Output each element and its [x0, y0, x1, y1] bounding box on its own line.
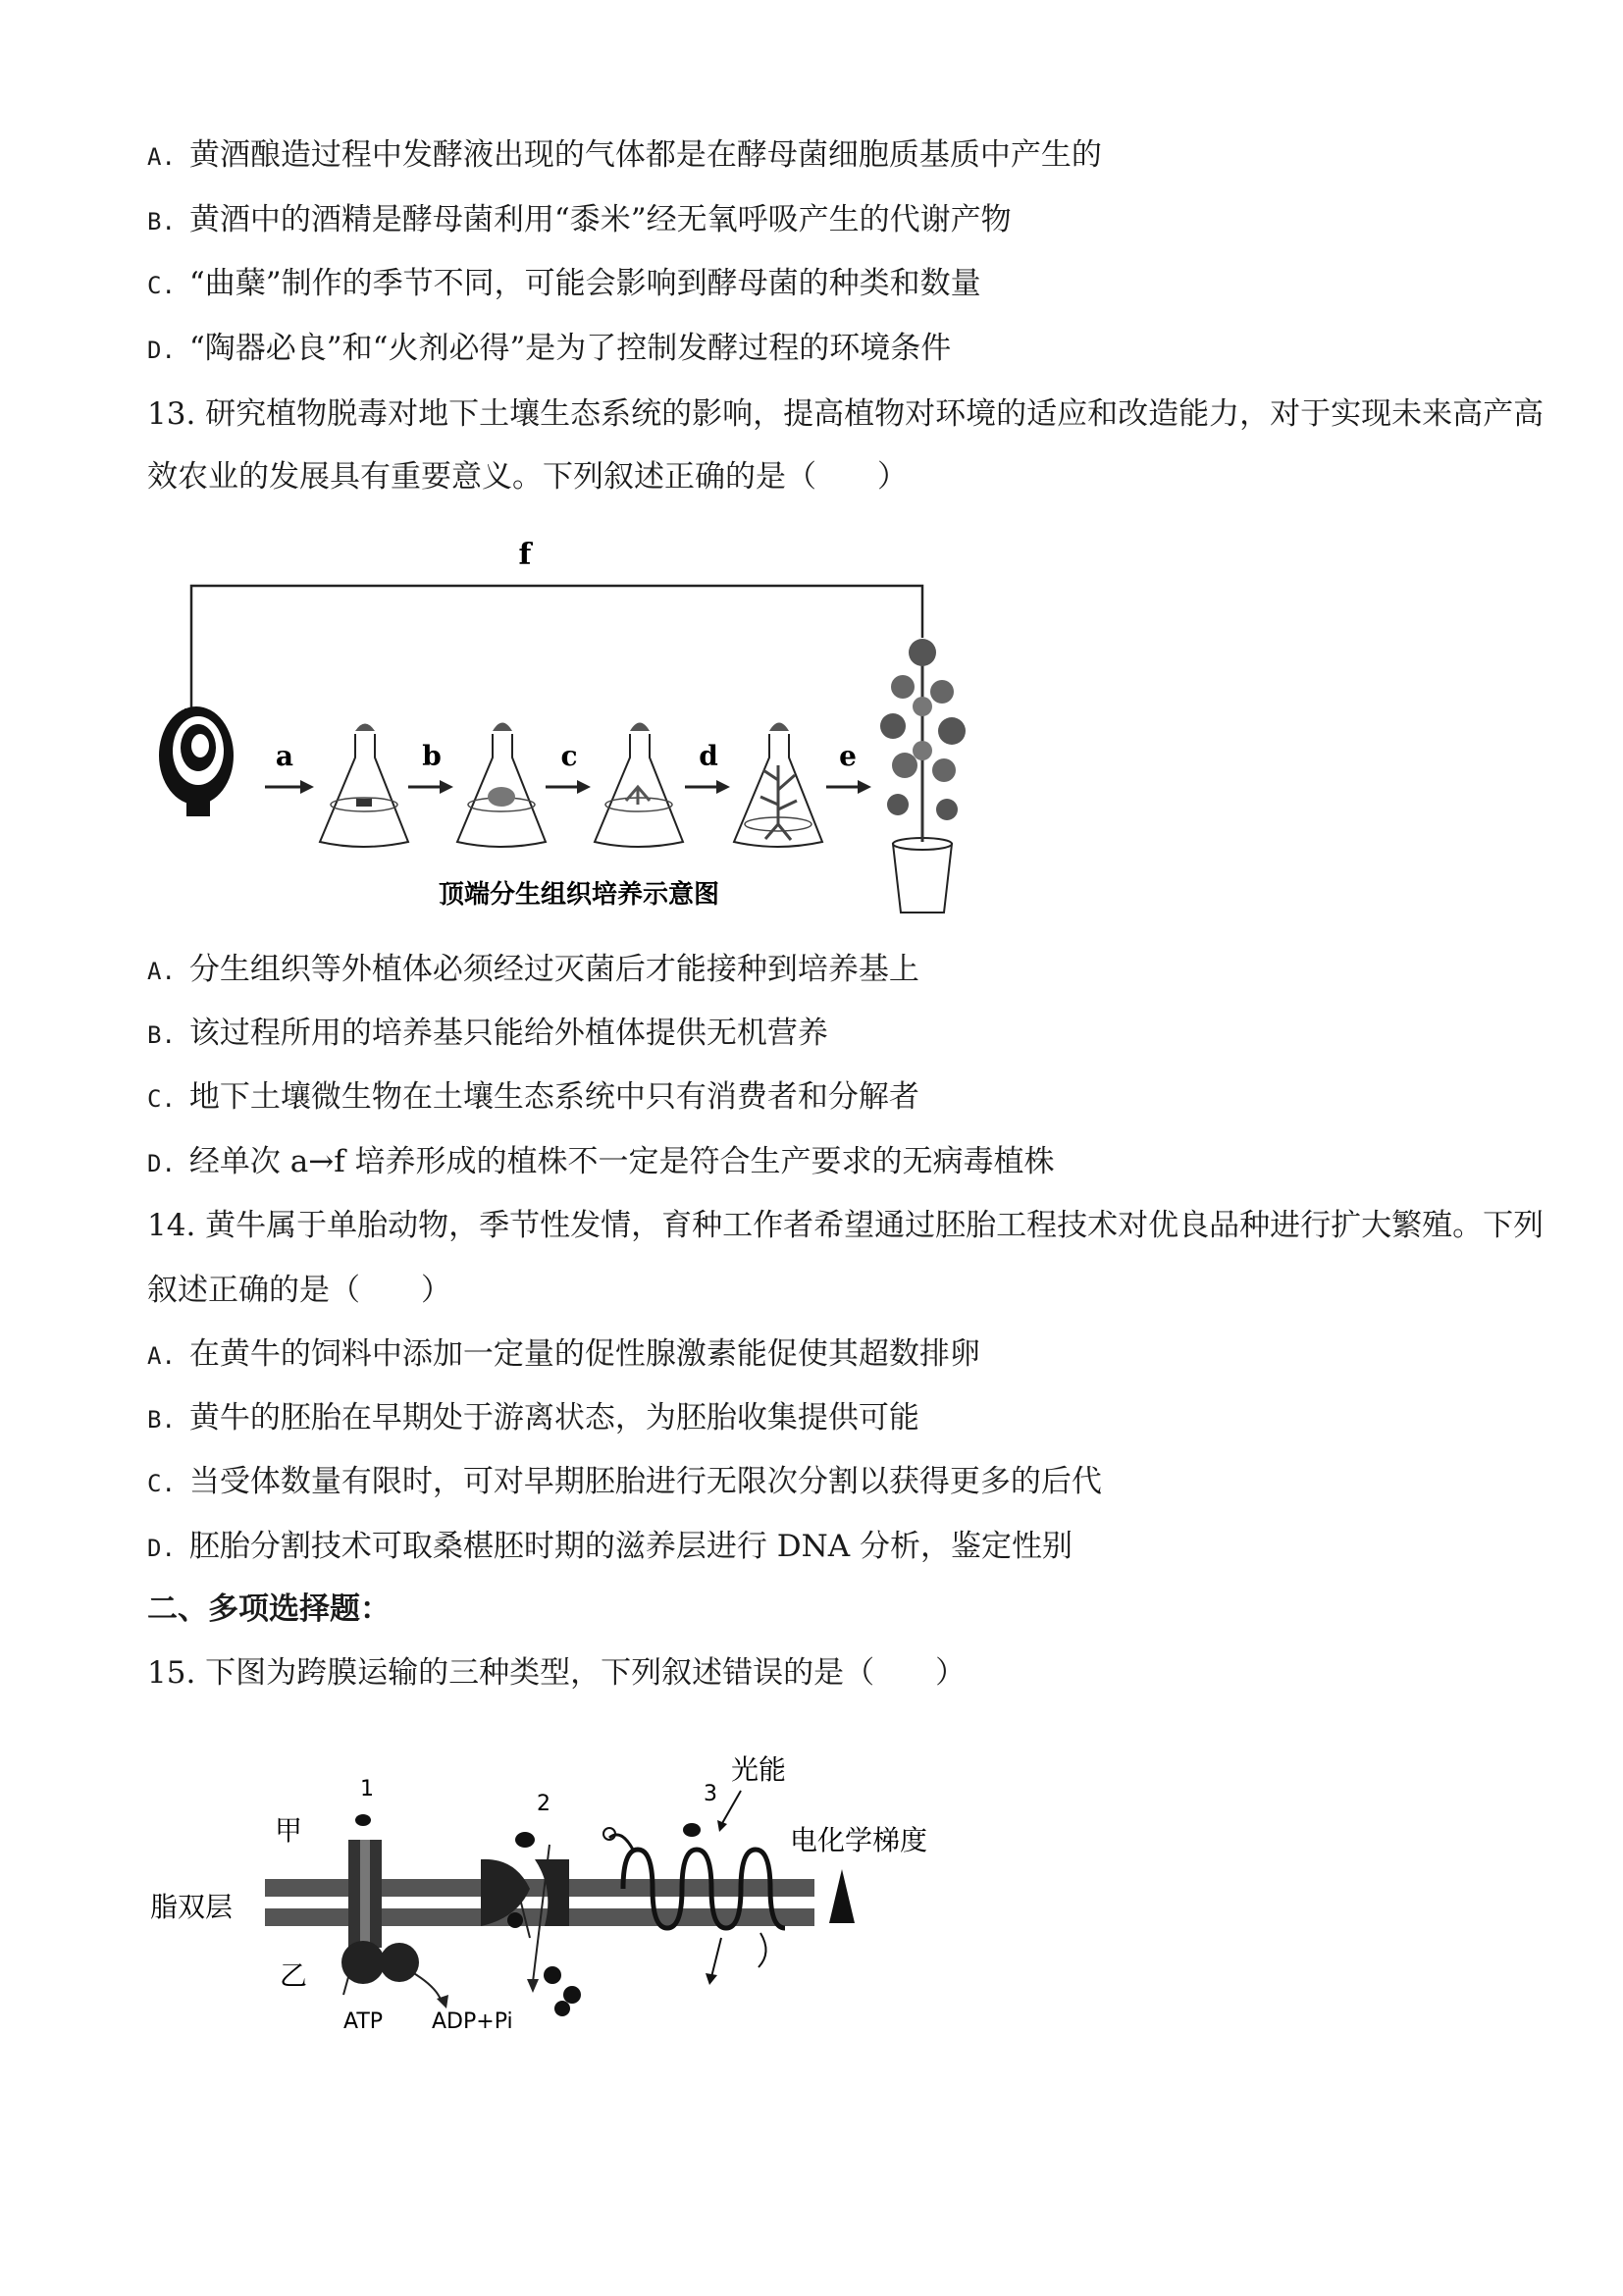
label-light: 光能	[731, 1753, 787, 1786]
label-a: a	[275, 740, 294, 772]
label-bilayer: 脂双层	[150, 1891, 234, 1923]
q14-stem-line2: 叙述正确的是（ ）	[147, 1273, 451, 1308]
q13-option-a: A. 分生组织等外植体必须经过灭菌后才能接种到培养基上	[147, 952, 919, 987]
label-gradient: 电化学梯度	[790, 1824, 928, 1856]
q13-stem-line1: 13. 研究植物脱毒对地下土壤生态系统的影响，提高植物对环境的适应和改造能力，对于实现未来高产高	[147, 396, 1544, 432]
q13-stem-line2: 效农业的发展具有重要意义。下列叙述正确的是（ ）	[147, 459, 908, 495]
label-c: c	[560, 740, 578, 772]
q15-membrane-figure	[142, 1742, 957, 2056]
label-d: d	[699, 740, 718, 772]
q15-stem: 15. 下图为跨膜运输的三种类型，下列叙述错误的是（ ）	[147, 1655, 967, 1691]
label-jia: 甲	[275, 1814, 303, 1847]
bilayer-top	[265, 1879, 814, 1897]
flask-2	[457, 723, 546, 848]
q12-option-a: A. 黄酒酿造过程中发酵液出现的气体都是在酵母菌细胞质基质中产生的	[147, 137, 1102, 173]
shoot-tip-icon	[159, 706, 234, 816]
label-yi: 乙	[280, 1959, 308, 1992]
q12-option-d: D. “陶器必良”和“火剂必得”是为了控制发酵过程的环境条件	[147, 331, 952, 366]
label-atp: ATP	[343, 2009, 384, 2034]
gradient-triangle	[829, 1869, 855, 1923]
figure-caption: 顶端分生组织培养示意图	[438, 880, 720, 910]
potted-plant-icon	[880, 639, 966, 913]
label-b: b	[422, 740, 442, 772]
q14-stem-line1: 14. 黄牛属于单胎动物，季节性发情，育种工作者希望通过胚胎工程技术对优良品种进行扩大繁殖。下列	[147, 1208, 1544, 1243]
q14-option-a: A. 在黄牛的饲料中添加一定量的促性腺激素能促使其超数排卵	[147, 1336, 980, 1372]
label-3: 3	[704, 1782, 717, 1806]
label-f: f	[518, 538, 532, 572]
section-title: 二、多项选择题：	[147, 1592, 391, 1627]
label-e: e	[839, 740, 857, 772]
flask-4	[734, 723, 822, 848]
label-adp: ADP+Pi	[432, 2009, 513, 2034]
q13-culture-figure	[147, 530, 1030, 922]
q12-option-b: B. 黄酒中的酒精是酵母菌利用“黍米”经无氧呼吸产生的代谢产物	[147, 202, 1012, 237]
q13-option-d: D. 经单次 a→f 培养形成的植株不一定是符合生产要求的无病毒植株	[147, 1144, 1055, 1179]
arrow-f-line	[191, 586, 922, 711]
q12-option-c: C. “曲蘖”制作的季节不同，可能会影响到酵母菌的种类和数量	[147, 266, 981, 301]
q14-option-c: C. 当受体数量有限时，可对早期胚胎进行无限次分割以获得更多的后代	[147, 1464, 1102, 1499]
flask-3	[595, 723, 683, 848]
q14-option-b: B. 黄牛的胚胎在早期处于游离状态，为胚胎收集提供可能	[147, 1400, 919, 1435]
q13-option-b: B. 该过程所用的培养基只能给外植体提供无机营养	[147, 1016, 828, 1051]
q14-option-d: D. 胚胎分割技术可取桑椹胚时期的滋养层进行 DNA 分析，鉴定性别	[147, 1529, 1073, 1564]
label-1: 1	[360, 1777, 374, 1801]
flask-1	[320, 724, 408, 848]
label-2: 2	[537, 1792, 550, 1816]
q13-option-c: C. 地下土壤微生物在土壤生态系统中只有消费者和分解者	[147, 1079, 919, 1115]
